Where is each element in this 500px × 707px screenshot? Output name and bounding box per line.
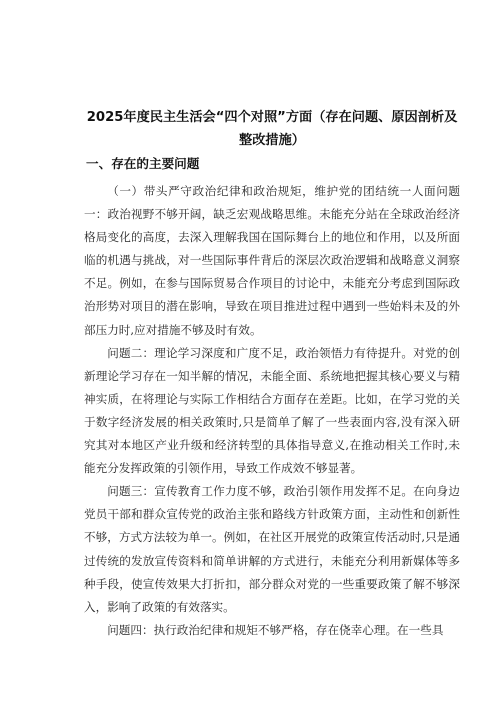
paragraph: 问题四：执行政治纪律和规矩不够严格，存在侥幸心理。在一些具	[107, 622, 444, 637]
document-title: 2025年度民主生活会“四个对照”方面（存在问题、原因剖析及整改措施）	[86, 110, 458, 148]
paragraph: （一）带头严守政治纪律和政治规矩，维护党的团结统一人面问题一：政治视野不够开阔，缺乏宏观战略思维。未能充分站在全球政治经济格局变化的高度，去深入理解我国在国际舞台上的地位和作用，以及所面临的机遇与挑战，对一些国际事件背后的深层次政治逻辑和战略意义洞察不足。例如，在参与国际贸易合作项目的讨论中，未能充分考虑到国际政治形势对项目的潜在影响，导致在项目推进过程中遇到一些始料未及的外部压力时,应对措施不够及时有效。	[84, 184, 460, 337]
document-body	[84, 180, 460, 642]
paragraph: 问题二：理论学习深度和广度不足，政治领悟力有待提升。对党的创新理论学习存在一知半解的情况，未能全面、系统地把握其核心要义与精神实质，在将理论与实际工作相结合方面存在差距。比如，在学习党的关于数字经济发展的相关政策时,只是简单了解了一些表面内容,没有深入研究其对本地区产业升级和经济转型的具体指导意义,在推动相关工作时,未能充分发挥政策的引领作用，导致工作成效不够显著。	[84, 345, 460, 476]
section-heading: 一、存在的主要问题	[86, 156, 200, 171]
paragraph: 问题三：宣传教育工作力度不够，政治引领作用发挥不足。在向身边党员干部和群众宣传党的政治主张和路线方针政策方面，主动性和创新性不够，方式方法较为单一。例如，在社区开展党的政策宣传活动时,只是通过传统的发放宣传资料和简单讲解的方式进行，未能充分利用新媒体等多种手段，使宣传效果大打折扣，部分群众对党的一些重要政策了解不够深入，影响了政策的有效落实。	[84, 484, 460, 614]
